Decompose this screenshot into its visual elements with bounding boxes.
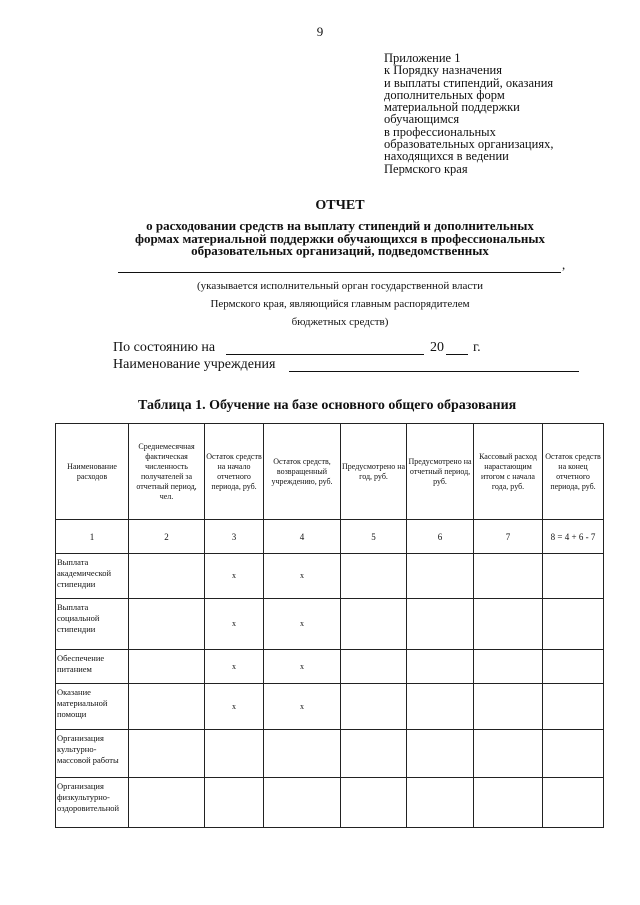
column-number: 2 xyxy=(129,520,205,554)
appendix-line: дополнительных форм xyxy=(384,87,505,102)
column-number: 8 = 4 + 6 - 7 xyxy=(543,520,604,554)
table-cell[interactable] xyxy=(264,730,341,778)
table-cell[interactable] xyxy=(341,554,407,599)
page-number: 9 xyxy=(316,24,324,39)
column-number: 4 xyxy=(264,520,341,554)
table-cell[interactable] xyxy=(341,778,407,828)
expense-table xyxy=(55,423,604,828)
appendix-block xyxy=(384,52,624,175)
header-cell: Наименование расходов xyxy=(56,424,129,520)
appendix-line: в профессиональных xyxy=(384,124,496,139)
subtitle-line: образовательных организаций, подведомственных xyxy=(191,243,489,258)
table-cell: x xyxy=(264,554,341,599)
table-cell[interactable] xyxy=(474,650,543,684)
appendix-line: обучающимся xyxy=(384,112,460,127)
row-name: Организация культурно-массовой работы xyxy=(56,730,129,778)
header-cell: Предусмотрено на отчетный период, руб. xyxy=(407,424,474,520)
row-name: Оказание материальной помощи xyxy=(56,684,129,730)
table-cell[interactable] xyxy=(341,650,407,684)
appendix-line: находящихся в ведении xyxy=(384,149,509,164)
row-name: Организация физкультурно-оздоровительной xyxy=(56,778,129,828)
table-cell[interactable] xyxy=(407,554,474,599)
authority-blank-line[interactable] xyxy=(118,258,561,273)
table-cell[interactable] xyxy=(129,730,205,778)
row-name: Выплата социальной стипендии xyxy=(56,599,129,650)
table-cell: x xyxy=(264,650,341,684)
row-name: Выплата академической стипендии xyxy=(56,554,129,599)
column-number: 7 xyxy=(474,520,543,554)
year-blank[interactable] xyxy=(446,339,468,355)
subtitle-line: формах материальной поддержки обучающихся в профессиональных xyxy=(134,230,546,246)
table-cell: x xyxy=(264,599,341,650)
appendix-line: и выплаты стипендий, оказания xyxy=(384,75,554,90)
table-cell[interactable] xyxy=(407,730,474,778)
table-cell[interactable] xyxy=(129,684,205,730)
year-prefix: 20 xyxy=(430,340,444,355)
note-line: Пермского края, являющийся главным распорядителем xyxy=(210,298,470,310)
table-header-row xyxy=(56,424,604,520)
table-cell[interactable] xyxy=(264,778,341,828)
table-cell[interactable] xyxy=(543,730,604,778)
table-row xyxy=(56,684,604,730)
appendix-line: Пермского края xyxy=(384,161,468,176)
table-cell[interactable] xyxy=(129,778,205,828)
authority-note xyxy=(150,277,530,331)
table-row xyxy=(56,599,604,650)
table-cell[interactable] xyxy=(474,684,543,730)
subtitle-line: о расходовании средств на выплату стипендий и дополнительных xyxy=(146,218,534,233)
table-row xyxy=(56,778,604,828)
appendix-line: образовательных организациях, xyxy=(384,137,554,152)
appendix-line: Приложение 1 xyxy=(384,51,461,65)
table-cell[interactable] xyxy=(129,554,205,599)
report-subtitle xyxy=(80,220,600,258)
appendix-line: к Порядку назначения xyxy=(384,63,502,78)
column-number: 3 xyxy=(205,520,264,554)
institution-label: Наименование учреждения xyxy=(113,357,276,372)
header-cell: Среднемесячная фактическая численность получателей за отчетный период, чел. xyxy=(129,424,205,520)
as-of-label: По состоянию на xyxy=(113,340,216,355)
header-cell: Кассовый расход нарастающим итогом с начала года, руб. xyxy=(474,424,543,520)
appendix-line: материальной поддержки xyxy=(384,100,520,115)
table-cell[interactable] xyxy=(407,599,474,650)
table-cell: x xyxy=(264,684,341,730)
table-cell[interactable] xyxy=(543,599,604,650)
table-cell[interactable] xyxy=(341,730,407,778)
table-cell[interactable] xyxy=(129,599,205,650)
table-cell[interactable] xyxy=(543,650,604,684)
table-cell[interactable] xyxy=(543,554,604,599)
table-cell: x xyxy=(205,554,264,599)
report-title: ОТЧЕТ xyxy=(315,198,365,213)
table-cell[interactable] xyxy=(341,684,407,730)
table-cell: x xyxy=(205,599,264,650)
header-cell: Остаток средств на конец отчетного периода, руб. xyxy=(543,424,604,520)
header-cell: Остаток средств на начало отчетного периода, руб. xyxy=(205,424,264,520)
table-cell[interactable] xyxy=(407,778,474,828)
table-cell[interactable] xyxy=(205,730,264,778)
table-cell: x xyxy=(205,650,264,684)
as-of-date-blank[interactable] xyxy=(226,339,424,355)
note-line: бюджетных средств) xyxy=(291,316,389,328)
table-row xyxy=(56,730,604,778)
year-suffix: г. xyxy=(473,340,481,355)
table-cell[interactable] xyxy=(129,650,205,684)
table-cell[interactable] xyxy=(474,730,543,778)
table-cell[interactable] xyxy=(474,778,543,828)
table-title: Таблица 1. Обучение на базе основного общего образования xyxy=(138,398,517,413)
table-cell: x xyxy=(205,684,264,730)
table-cell[interactable] xyxy=(407,650,474,684)
note-line: (указывается исполнительный орган государственной власти xyxy=(197,280,483,292)
table-cell[interactable] xyxy=(205,778,264,828)
table-cell[interactable] xyxy=(543,684,604,730)
column-number: 5 xyxy=(341,520,407,554)
column-number: 6 xyxy=(407,520,474,554)
table-row xyxy=(56,554,604,599)
table-cell[interactable] xyxy=(407,684,474,730)
table-row xyxy=(56,650,604,684)
row-name: Обеспечение питанием xyxy=(56,650,129,684)
header-cell: Предусмотрено на год, руб. xyxy=(341,424,407,520)
table-number-row xyxy=(56,520,604,554)
table-cell[interactable] xyxy=(474,554,543,599)
header-cell: Остаток средств, возвращенный учреждению, руб. xyxy=(264,424,341,520)
table-cell[interactable] xyxy=(543,778,604,828)
institution-blank[interactable] xyxy=(289,356,579,372)
table-cell[interactable] xyxy=(474,599,543,650)
column-number: 1 xyxy=(56,520,129,554)
table-cell[interactable] xyxy=(341,599,407,650)
authority-line-comma: , xyxy=(562,257,566,272)
